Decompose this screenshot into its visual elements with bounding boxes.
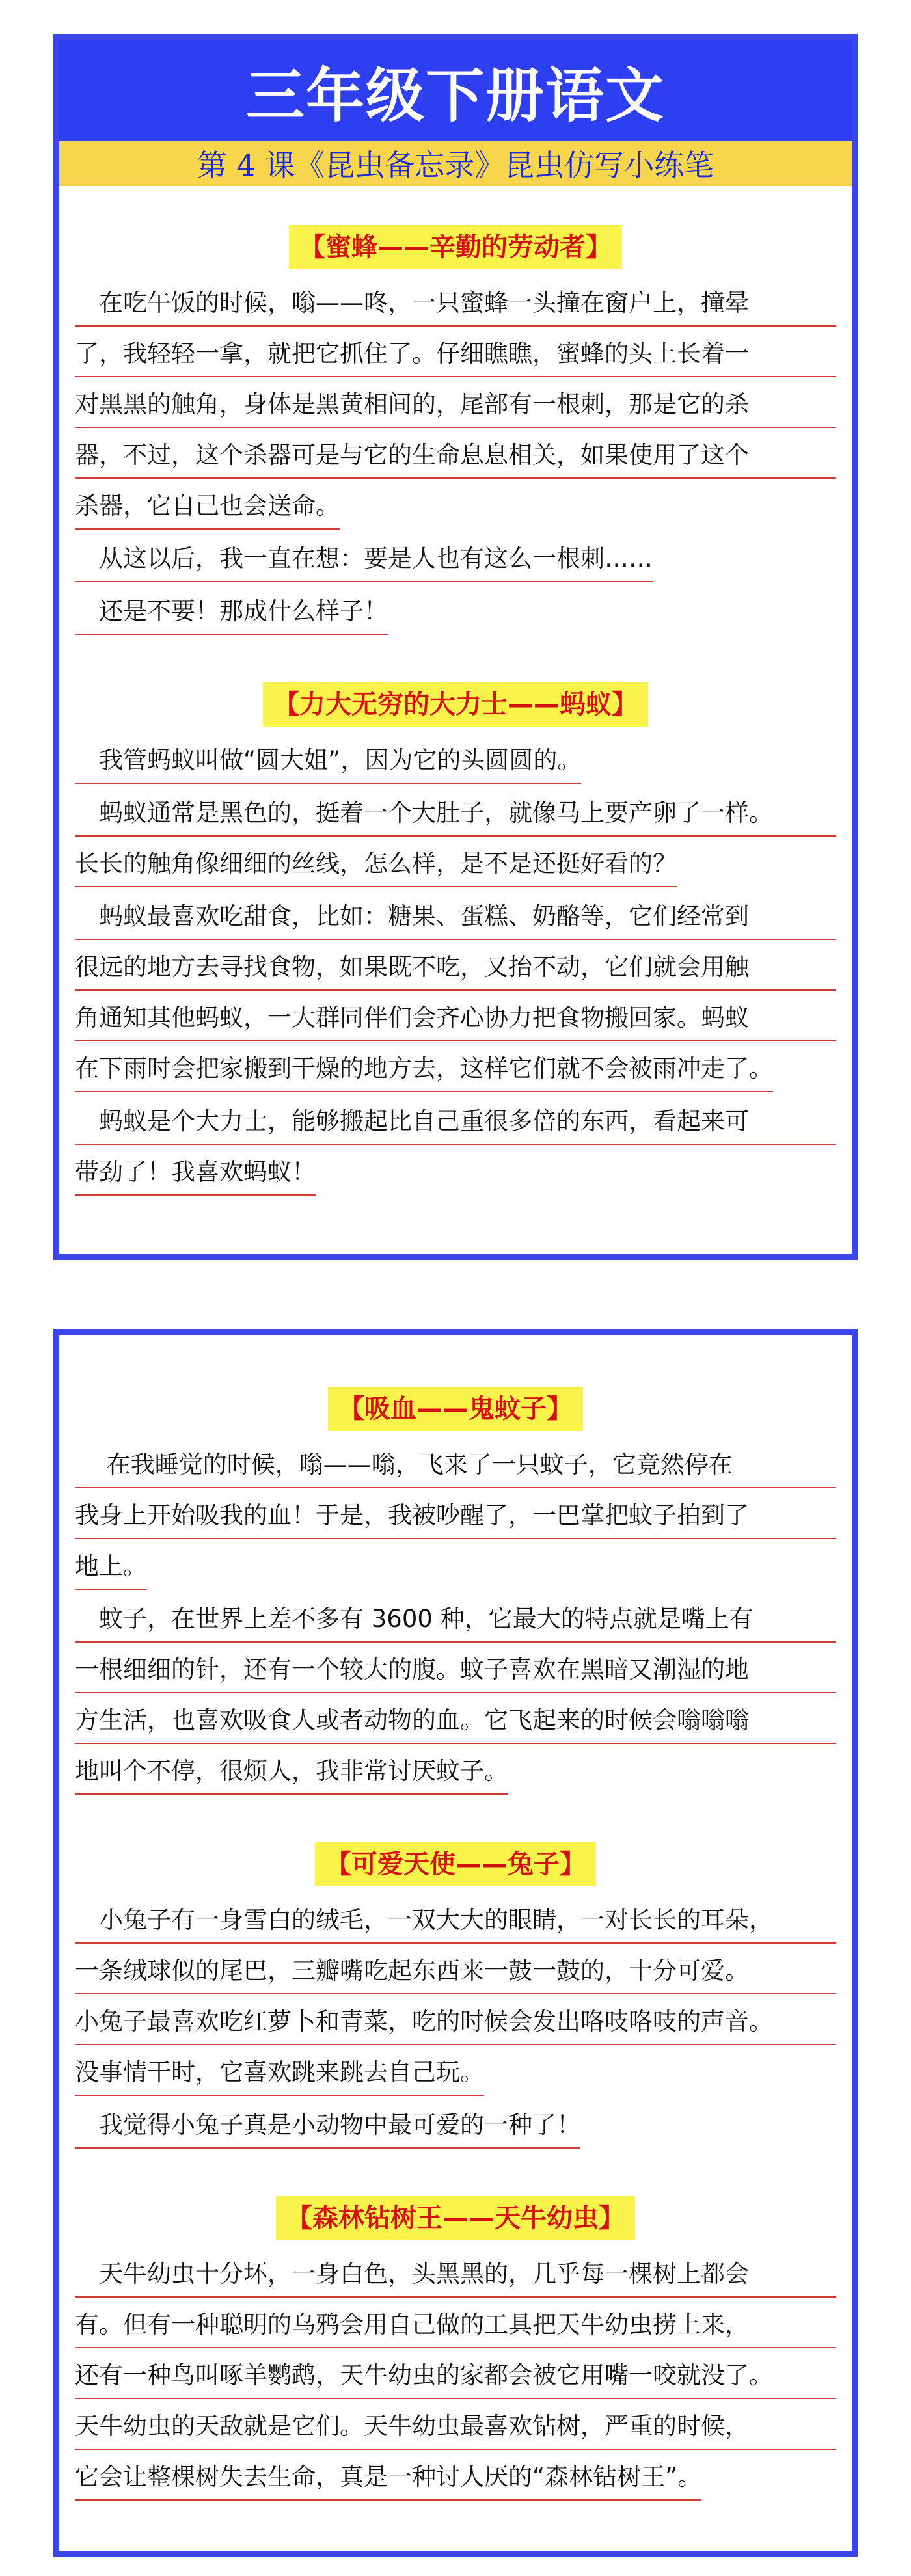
section-longhorn-larva (59, 2196, 852, 2502)
text-line: 杀器，它自己也会送命。 (75, 479, 340, 530)
subtitle-banner (59, 141, 852, 186)
text-line: 方生活，也喜欢吸食人或者动物的血。它飞起来的时候会嗡嗡嗡 (75, 1693, 836, 1744)
section-ant (59, 682, 852, 1198)
text-line: 没事情干时，它喜欢跳来跳去自己玩。 (75, 2045, 484, 2096)
text-line: 还是不要！那成什么样子！ (75, 584, 388, 635)
text-line: 小兔子有一身雪白的绒毛，一双大大的眼睛，一对长长的耳朵， (75, 1893, 836, 1944)
text-line: 蚂蚁通常是黑色的，挺着一个大肚子，就像马上要产卵了一样。 (75, 786, 836, 837)
worksheet-panel-2 (53, 1329, 858, 2557)
text-line: 在吃午饭的时候，嗡——咚，一只蜜蜂一头撞在窗户上，撞晕 (75, 276, 836, 327)
section-heading-label: 【森林钻树王——天牛幼虫】 (276, 2196, 635, 2240)
text-line: 在下雨时会把家搬到干燥的地方去，这样它们就不会被雨冲走了。 (75, 1041, 773, 1092)
text-line: 天牛幼虫十分坏，一身白色，头黑黑的，几乎每一棵树上都会 (75, 2247, 836, 2298)
paragraph (67, 1438, 844, 1592)
text-line: 蚂蚁是个大力士，能够搬起比自己重很多倍的东西，看起来可 (75, 1094, 836, 1145)
paragraph (67, 1893, 844, 2098)
text-line: 器，不过，这个杀器可是与它的生命息息相关，如果使用了这个 (75, 428, 836, 479)
paragraph (67, 584, 844, 637)
paragraph (67, 889, 844, 1094)
section-heading-label: 【吸血——鬼蚊子】 (328, 1387, 583, 1431)
text-line: 对黑黑的触角，身体是黑黄相间的，尾部有一根刺，那是它的杀 (75, 377, 836, 428)
paragraph (67, 733, 844, 786)
text-line: 蚂蚁最喜欢吃甜食，比如：糖果、蛋糕、奶酪等，它们经常到 (75, 889, 836, 940)
text-line: 在我睡觉的时候，嗡——嗡，飞来了一只蚊子，它竟然停在 (75, 1438, 836, 1488)
text-line: 还有一种鸟叫啄羊鹦鹉，天牛幼虫的家都会被它用嘴一咬就没了。 (75, 2348, 836, 2399)
section-rabbit (59, 1842, 852, 2151)
text-line: 我身上开始吸我的血！于是，我被吵醒了，一巴掌把蚊子拍到了 (75, 1488, 836, 1539)
paragraph (67, 1592, 844, 1797)
text-line: 我觉得小兔子真是小动物中最可爱的一种了！ (75, 2098, 580, 2149)
page-subtitle: 第 4 课《昆虫备忘录》昆虫仿写小练笔 (197, 148, 714, 183)
paragraph (67, 1094, 844, 1198)
text-line: 一条绒球似的尾巴，三瓣嘴吃起东西来一鼓一鼓的，十分可爱。 (75, 1944, 836, 1994)
text-line: 它会让整棵树失去生命，真是一种讨人厌的“森林钻树王”。 (75, 2450, 701, 2501)
text-line: 地上。 (75, 1539, 147, 1590)
text-line: 从这以后，我一直在想：要是人也有这么一根刺…… (75, 531, 653, 582)
paragraph (67, 531, 844, 584)
paragraph (67, 276, 844, 531)
section-bee (59, 225, 852, 637)
paragraph (67, 2247, 844, 2502)
section-heading-label: 【蜜蜂——辛勤的劳动者】 (289, 225, 622, 269)
section-heading (67, 2196, 844, 2240)
paragraph (67, 2098, 844, 2151)
paragraph (67, 786, 844, 889)
text-line: 天牛幼虫的天敌就是它们。天牛幼虫最喜欢钻树，严重的时候， (75, 2399, 836, 2450)
text-line: 带劲了！我喜欢蚂蚁！ (75, 1145, 316, 1196)
title-banner (59, 40, 852, 141)
text-line: 小兔子最喜欢吃红萝卜和青菜，吃的时候会发出咯吱咯吱的声音。 (75, 1994, 836, 2045)
text-line: 蚊子，在世界上差不多有 3600 种，它最大的特点就是嘴上有 (75, 1592, 836, 1643)
section-heading (67, 225, 844, 269)
text-line: 角通知其他蚂蚁，一大群同伴们会齐心协力把食物搬回家。蚂蚁 (75, 991, 836, 1041)
text-line: 有。但有一种聪明的乌鸦会用自己做的工具把天牛幼虫捞上来， (75, 2298, 836, 2348)
text-line: 我管蚂蚁叫做“圆大姐”，因为它的头圆圆的。 (75, 733, 581, 784)
section-heading (67, 682, 844, 727)
text-line: 长长的触角像细细的丝线，怎么样，是不是还挺好看的？ (75, 837, 677, 887)
section-heading-label: 【可爱天使——兔子】 (315, 1842, 596, 1886)
text-line: 了，我轻轻一拿，就把它抓住了。仔细瞧瞧，蜜蜂的头上长着一 (75, 327, 836, 377)
text-line: 一根细细的针，还有一个较大的腹。蚊子喜欢在黑暗又潮湿的地 (75, 1643, 836, 1693)
section-heading (67, 1387, 844, 1431)
worksheet-panel-1 (53, 34, 858, 1260)
section-heading (67, 1842, 844, 1886)
text-line: 很远的地方去寻找食物，如果既不吃，又抬不动，它们就会用触 (75, 940, 836, 991)
text-line: 地叫个不停，很烦人，我非常讨厌蚊子。 (75, 1744, 508, 1795)
page-title: 三年级下册语文 (246, 61, 665, 130)
section-mosquito (59, 1387, 852, 1797)
section-heading-label: 【力大无穷的大力士——蚂蚁】 (263, 682, 648, 727)
